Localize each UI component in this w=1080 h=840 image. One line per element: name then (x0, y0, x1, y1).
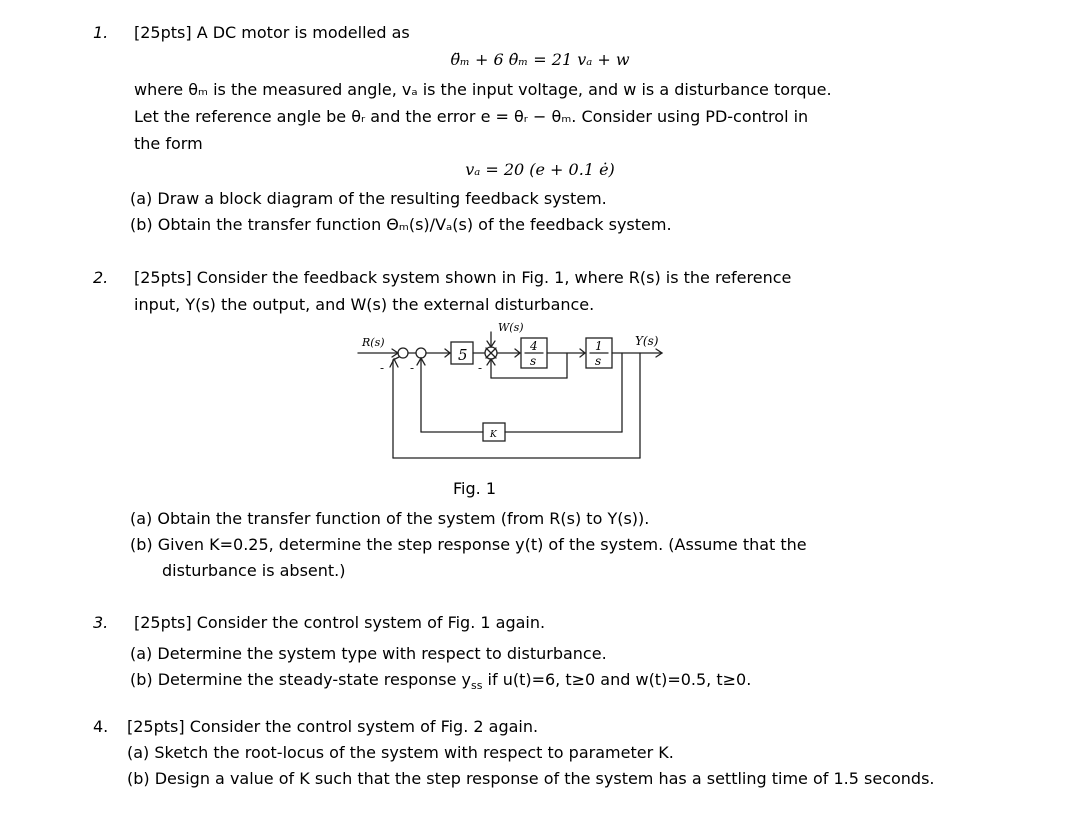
problem-1-equation: θ̈ₘ + 6 θ̇ₘ = 21 vₐ + w (450, 50, 630, 69)
problem-1-text-line-1: where θₘ is the measured angle, vₐ is the input voltage, and w is a disturbance torque. (134, 80, 832, 99)
block-diagram-figure (350, 320, 680, 470)
problem-4-header: [25pts] Consider the control system of Fig. 2 again. (127, 717, 539, 736)
sign-label-1: - (380, 361, 385, 375)
problem-1-text-line-2: Let the reference angle be θᵣ and the error e = θᵣ − θₘ. Consider using PD-control in (134, 107, 809, 126)
problem-2-part-b-continued: disturbance is absent.) (162, 561, 346, 580)
integrator-numerator: 4 (530, 339, 538, 353)
problem-1-text-line-3: the form (134, 134, 203, 153)
problem-4-part-a: (a) Sketch the root-locus of the system with respect to parameter K. (127, 743, 674, 762)
integrator-denominator: s (530, 354, 537, 368)
problem-2-part-a: (a) Obtain the transfer function of the system (from R(s) to Y(s)). (130, 509, 650, 528)
problem-1-header: [25pts] A DC motor is modelled as (134, 23, 410, 42)
problem-2-header: [25pts] Consider the feedback system shown in Fig. 1, where R(s) is the reference (134, 268, 792, 287)
problem-1-part-a: (a) Draw a block diagram of the resulting feedback system. (130, 189, 607, 208)
disturbance-label: W(s) (498, 321, 524, 334)
summing-junction-1 (398, 348, 408, 358)
figure-caption: Fig. 1 (453, 479, 496, 498)
problem-4-part-b: (b) Design a value of K such that the step response of the system has a settling time of 1.5 seconds. (127, 769, 935, 788)
problem-3-number: 3. (93, 613, 109, 632)
problem-1-equation-2: vₐ = 20 (e + 0.1 ė) (465, 160, 615, 179)
second-integrator-denominator: s (595, 354, 602, 368)
input-label: R(s) (362, 336, 385, 349)
sign-label-2: - (410, 361, 415, 375)
problem-2-header-line-2: input, Y(s) the output, and W(s) the external disturbance. (134, 295, 595, 314)
second-integrator-numerator: 1 (595, 339, 603, 353)
output-label: Y(s) (635, 334, 659, 348)
problem-4-number: 4. (93, 717, 109, 736)
summing-junction-2 (416, 348, 426, 358)
problem-3-part-a: (a) Determine the system type with respect to disturbance. (130, 644, 607, 663)
sign-label-3: - (478, 361, 483, 375)
problem-2-part-b: (b) Given K=0.25, determine the step response y(t) of the system. (Assume that the (130, 535, 807, 554)
problem-3-header: [25pts] Consider the control system of Fig. 1 again. (134, 613, 546, 632)
problem-3-part-b: (b) Determine the steady-state response $y_{ss}$ if u(t)=6, t≥0 and w(t)=0.5, t≥0. (130, 670, 752, 693)
problem-2-number: 2. (93, 268, 109, 287)
gain-block-label: 5 (458, 346, 468, 364)
problem-1-part-b: (b) Obtain the transfer function Θₘ(s)/Vₐ(s) of the feedback system. (130, 215, 672, 234)
feedback-gain-label: K (490, 430, 497, 440)
problem-1-number: 1. (93, 23, 109, 42)
